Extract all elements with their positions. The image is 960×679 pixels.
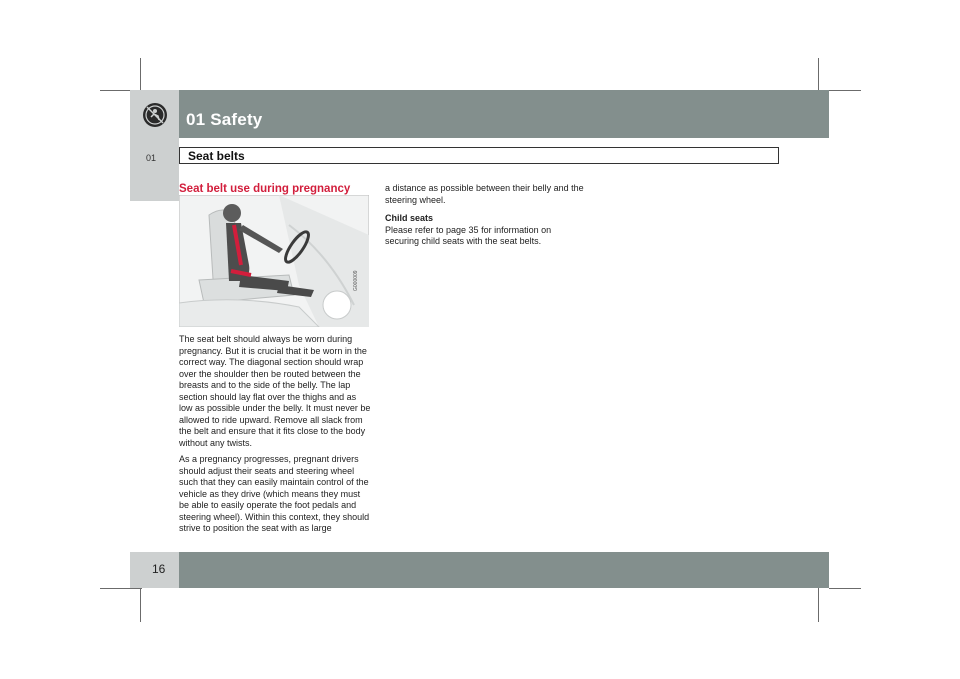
child-seats-heading: Child seats [385,213,434,223]
footer-bar [179,552,829,588]
image-code: G000009 [353,270,359,291]
chapter-header-bar [179,90,829,138]
no-airbag-warning-icon [130,90,179,138]
crop-mark [829,588,861,589]
article-heading: Seat belt use during pregnancy [179,183,351,195]
section-title-box [179,147,779,164]
child-seats-text: Please refer to page 35 for information on securing child seats with the seat belts. [385,224,552,246]
body-column-1 [179,334,371,540]
body-paragraph: The seat belt should always be worn during pregnancy. But it is crucial that it be worn in the correct way. The diagonal section should wrap over the shoulder then be routed between the breasts and to the side of the belly. The lap section should lay flat over the thighs and as low as possible under the belly. It must never be allowed to ride upward. Remove all slack from the belt and ensure that it fits close to the body without any twists. [179,334,371,448]
page-number: 16 [152,562,166,576]
header-icon-area [130,90,179,138]
chapter-title: 01 Safety [186,110,263,129]
section-title: Seat belts [188,149,245,163]
side-tab [130,138,179,201]
crop-mark [100,588,142,589]
body-column-2 [385,183,585,253]
body-paragraph: As a pregnancy progresses, pregnant drivers should adjust their seats and steering wheel such that they can easily maintain control of the vehicle as they drive (which means they must be able to easily operate the foot pedals and steering wheel). Within this context, they should strive to position the seat with as large [179,454,370,533]
side-tab-label: 01 [146,153,157,163]
body-paragraph-continued: a distance as possible between their belly and the steering wheel. [385,183,584,205]
crop-mark [829,90,861,91]
pregnancy-seatbelt-illustration [179,195,369,327]
